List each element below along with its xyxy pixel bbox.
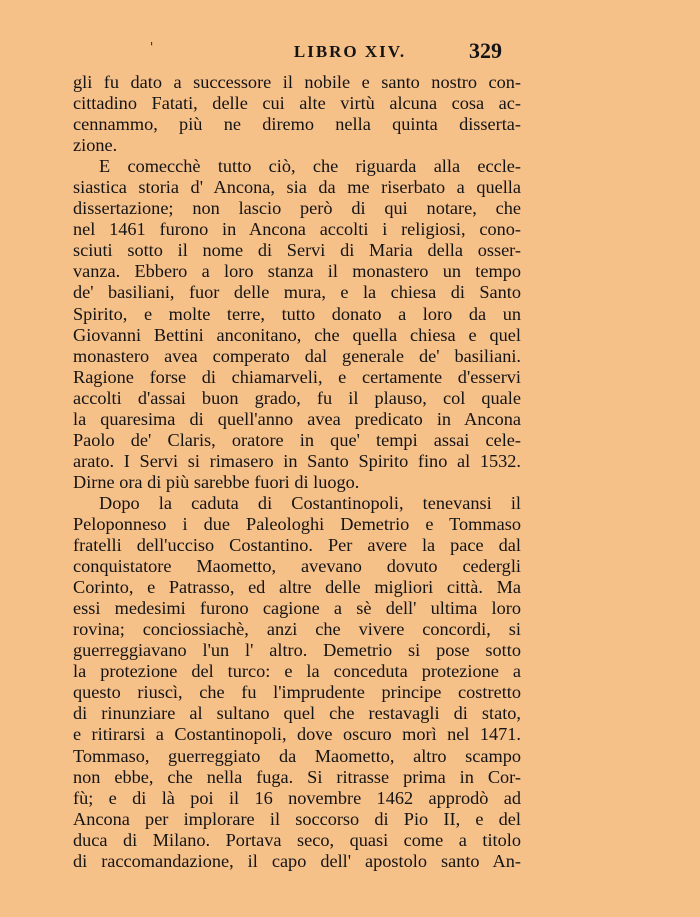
text-line: Corinto, e Patrasso, ed altre delle migliori città. Ma	[73, 577, 521, 598]
text-line: Tommaso, guerreggiato da Maometto, altro scampo	[73, 745, 521, 766]
text-line: rovina; conciossiachè, anzi che vivere concordi, si	[73, 619, 521, 640]
text-line: Peloponneso i due Paleologhi Demetrio e Tommaso	[73, 513, 521, 534]
running-title: LIBRO XIV.	[293, 42, 407, 61]
text-line: Giovanni Bettini anconitano, che quella chiesa e quel	[73, 324, 521, 345]
text-line: guerreggiavano l'un l' altro. Demetrio si pose sotto	[73, 640, 521, 661]
text-line: questo riuscì, che fu l'imprudente principe costretto	[73, 682, 521, 703]
text-line: essi medesimi furono cagione a sè dell' ultima loro	[73, 598, 521, 619]
text-line: zione.	[73, 135, 118, 156]
text-line: arato. I Servi si rimasero in Santo Spirito fino al 1532.	[73, 450, 521, 471]
text-line: duca di Milano. Portava seco, quasi come a titolo	[73, 829, 521, 850]
text-line: Dopo la caduta di Costantinopoli, tenevansi il	[99, 492, 521, 513]
text-line: gli fu dato a successore il nobile e santo nostro con-	[73, 72, 521, 92]
text-line: cittadino Fatati, delle cui alte virtù alcuna cosa ac-	[73, 93, 521, 114]
text-line: la quaresima di quell'anno avea predicato in Ancona	[73, 408, 521, 429]
text-line: di raccomandazione, il capo dell' apostolo santo An-	[73, 850, 521, 871]
text-line: la protezione del turco: e la conceduta protezione a	[73, 661, 521, 682]
text-line: accolti d'assai buon grado, fu il plauso, col quale	[73, 387, 521, 408]
text-line: e ritirarsi a Costantinopoli, dove oscuro morì nel 1471.	[73, 724, 521, 745]
text-line: de' basiliani, fuor delle mura, e la chiesa di Santo	[73, 282, 521, 303]
text-line: fù; e di là poi il 16 novembre 1462 approdò ad	[73, 787, 521, 808]
text-line: Ancona per implorare il soccorso di Pio II, e del	[73, 808, 521, 829]
text-line: sciuti sotto il nome di Servi di Maria della osser-	[73, 240, 521, 261]
text-line: Spirito, e molte terre, tutto donato a loro da un	[73, 303, 521, 324]
text-line: di rinunziare al sultano quel che restavagli di stato,	[73, 703, 521, 724]
text-line: dissertazione; non lascio però di qui notare, che	[73, 198, 521, 219]
text-line: conquistatore Maometto, avevano dovuto cedergli	[73, 556, 521, 577]
text-line: Ragione forse di chiamarveli, e certamente d'esservi	[73, 366, 521, 387]
text-line: fratelli dell'ucciso Costantino. Per avere la pace dal	[73, 535, 521, 556]
text-line: E comecchè tutto ciò, che riguarda alla eccle-	[99, 156, 521, 177]
text-line: siastica storia d' Ancona, sia da me riserbato a quella	[73, 177, 521, 198]
text-line: cennammo, più ne diremo nella quinta disserta-	[73, 114, 521, 135]
text-line: non ebbe, che nella fuga. Si ritrasse prima in Cor-	[73, 766, 521, 787]
text-line: monastero avea comperato dal generale de' basiliani.	[73, 345, 521, 366]
body-text	[73, 72, 521, 872]
text-line: Dirne ora di più sarebbe fuori di luogo.	[73, 471, 360, 492]
page-header	[0, 38, 700, 68]
text-line: Paolo de' Claris, oratore in que' tempi assai cele-	[73, 429, 521, 450]
text-line: nel 1461 furono in Ancona accolti i religiosi, cono-	[73, 219, 521, 240]
page-number: 329	[469, 38, 502, 63]
ink-mark: '	[150, 40, 154, 54]
text-line: vanza. Ebbero a loro stanza il monastero un tempo	[73, 261, 521, 282]
